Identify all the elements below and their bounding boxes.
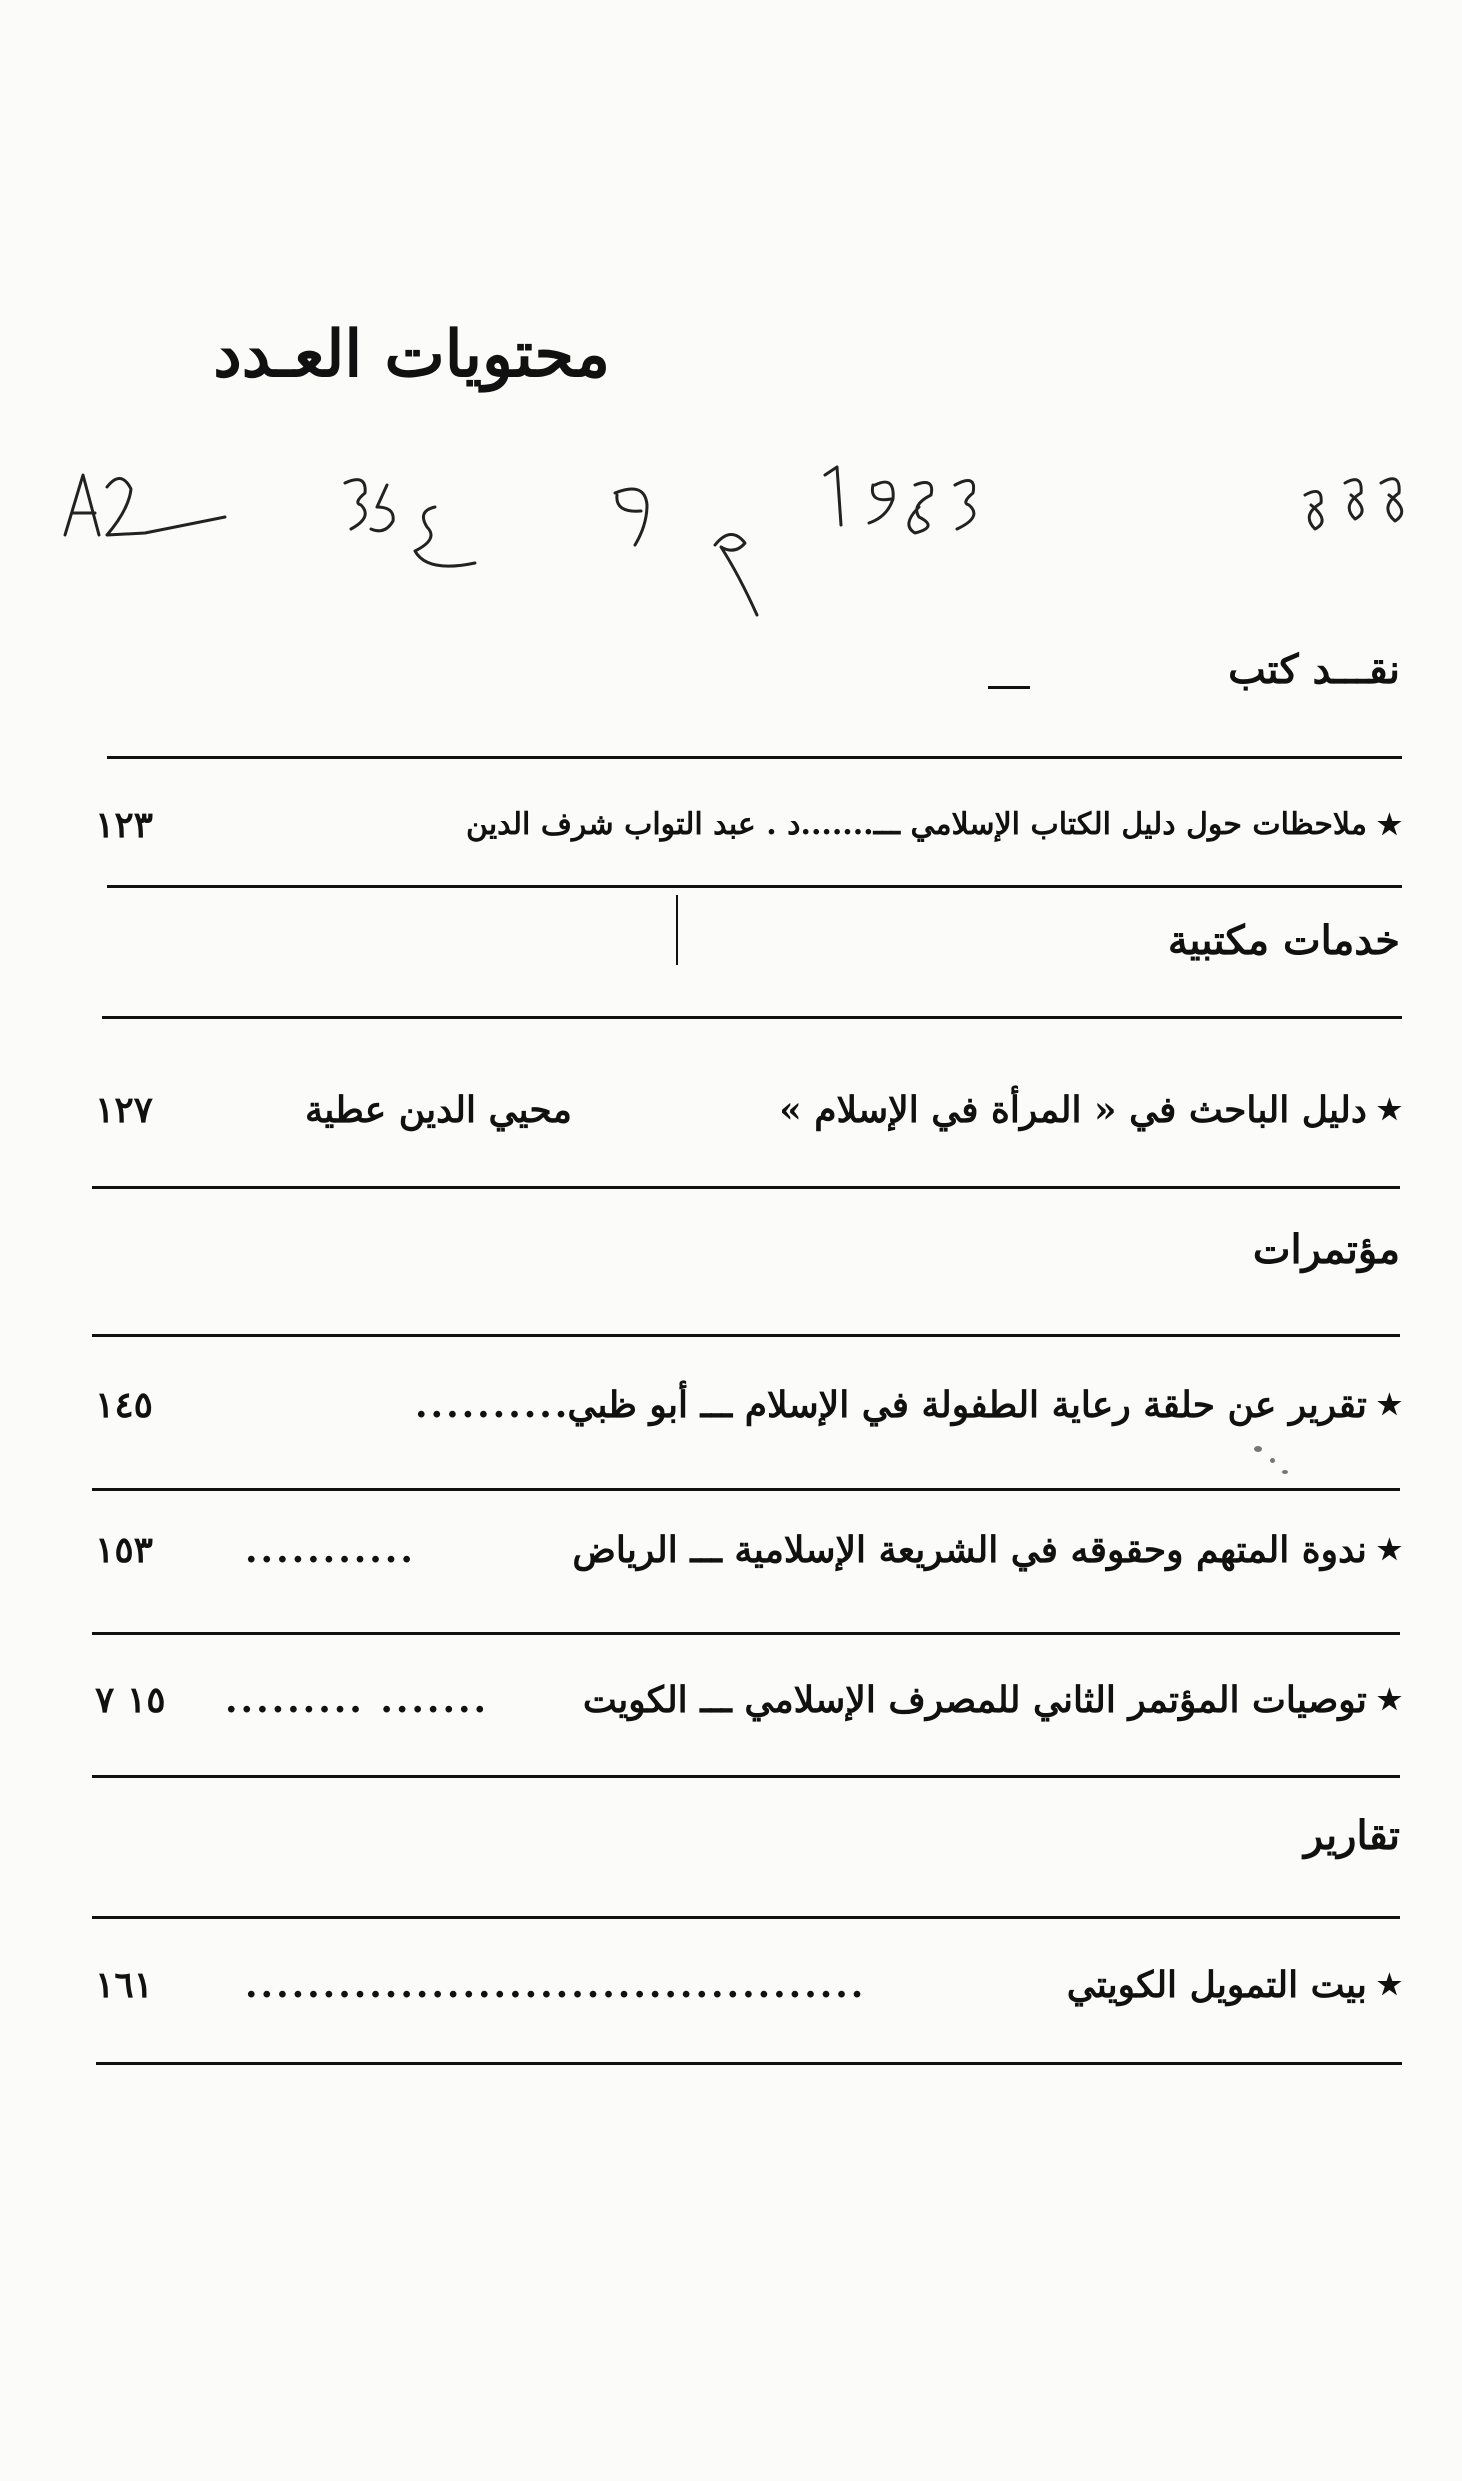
list-item xyxy=(95,1370,1402,1440)
handwritten-A2 xyxy=(65,475,225,535)
scan-speck xyxy=(1270,1458,1275,1463)
page-number: ١٢٧ xyxy=(95,1089,154,1131)
list-item xyxy=(95,1950,1402,2020)
entry-title: تقرير عن حلقة رعاية الطفولة في الإسلام ـــ أبو ظبي xyxy=(567,1384,1367,1426)
section-heading: خدمات مكتبية xyxy=(1167,917,1400,964)
page-number: ١٥ ٧ xyxy=(95,1679,166,1721)
handwritten-9 xyxy=(615,489,647,545)
entry-dots: .......... xyxy=(415,1384,571,1426)
entry-dots: ....... xyxy=(800,807,874,842)
list-item xyxy=(95,790,1402,860)
star-bullet: ★ xyxy=(1376,1533,1402,1566)
divider xyxy=(102,1016,1402,1019)
list-item xyxy=(95,1075,1402,1145)
entry-dots: ........... xyxy=(245,1529,416,1571)
pen-mark xyxy=(988,686,1030,689)
entry-dots: ........................................ xyxy=(245,1964,867,2006)
divider xyxy=(96,2062,1402,2065)
divider xyxy=(107,756,1402,759)
handwritten-888 xyxy=(1305,479,1402,529)
entry-title: دليل الباحث في « المرأة في الإسلام » xyxy=(779,1089,1367,1131)
star-bullet: ★ xyxy=(1376,1683,1402,1716)
section-heading: تقارير xyxy=(1303,1812,1400,1859)
list-item xyxy=(95,1665,1402,1735)
section-heading: نقـــد كتب xyxy=(1228,646,1400,693)
list-item xyxy=(95,1515,1402,1585)
page-number: ١٤٥ xyxy=(95,1384,154,1426)
divider xyxy=(107,885,1402,888)
entry-dots: ....... ......... xyxy=(225,1679,490,1721)
divider xyxy=(92,1186,1400,1189)
entry-title: ملاحظات حول دليل الكتاب الإسلامي ـــ xyxy=(873,807,1367,842)
page-title: محتويات العـدد xyxy=(213,317,610,392)
divider xyxy=(92,1775,1400,1778)
section-heading: مؤتمرات xyxy=(1252,1226,1400,1273)
entry-title: بيت التمويل الكويتي xyxy=(1066,1964,1367,2006)
star-bullet: ★ xyxy=(1376,1968,1402,2001)
handwritten-annotation xyxy=(55,455,1425,615)
scan-speck xyxy=(1254,1446,1262,1452)
entry-author: د . عبد التواب شرف الدين xyxy=(465,807,801,842)
divider xyxy=(92,1334,1400,1337)
page-number: ١٥٣ xyxy=(95,1529,154,1571)
star-bullet: ★ xyxy=(1376,808,1402,841)
entry-author: محيي الدين عطية xyxy=(305,1089,572,1131)
divider xyxy=(92,1632,1400,1635)
star-bullet: ★ xyxy=(1376,1093,1402,1126)
scan-speck xyxy=(1282,1470,1288,1474)
handwritten-35 xyxy=(345,480,393,531)
entry-title: توصيات المؤتمر الثاني للمصرف الإسلامي ـــ الكويت xyxy=(582,1679,1367,1721)
handwritten-mim xyxy=(715,534,757,615)
entry-title: ندوة المتهم وحقوقه في الشريعة الإسلامية ـــ الرياض xyxy=(572,1529,1367,1571)
page-number: ١٢٣ xyxy=(95,804,154,846)
pen-mark xyxy=(676,895,678,965)
handwritten-1983 xyxy=(825,467,974,533)
page-number: ١٦١ xyxy=(95,1964,154,2006)
star-bullet: ★ xyxy=(1376,1388,1402,1421)
divider xyxy=(92,1488,1400,1491)
divider xyxy=(92,1916,1400,1919)
handwritten-ain xyxy=(415,507,475,566)
